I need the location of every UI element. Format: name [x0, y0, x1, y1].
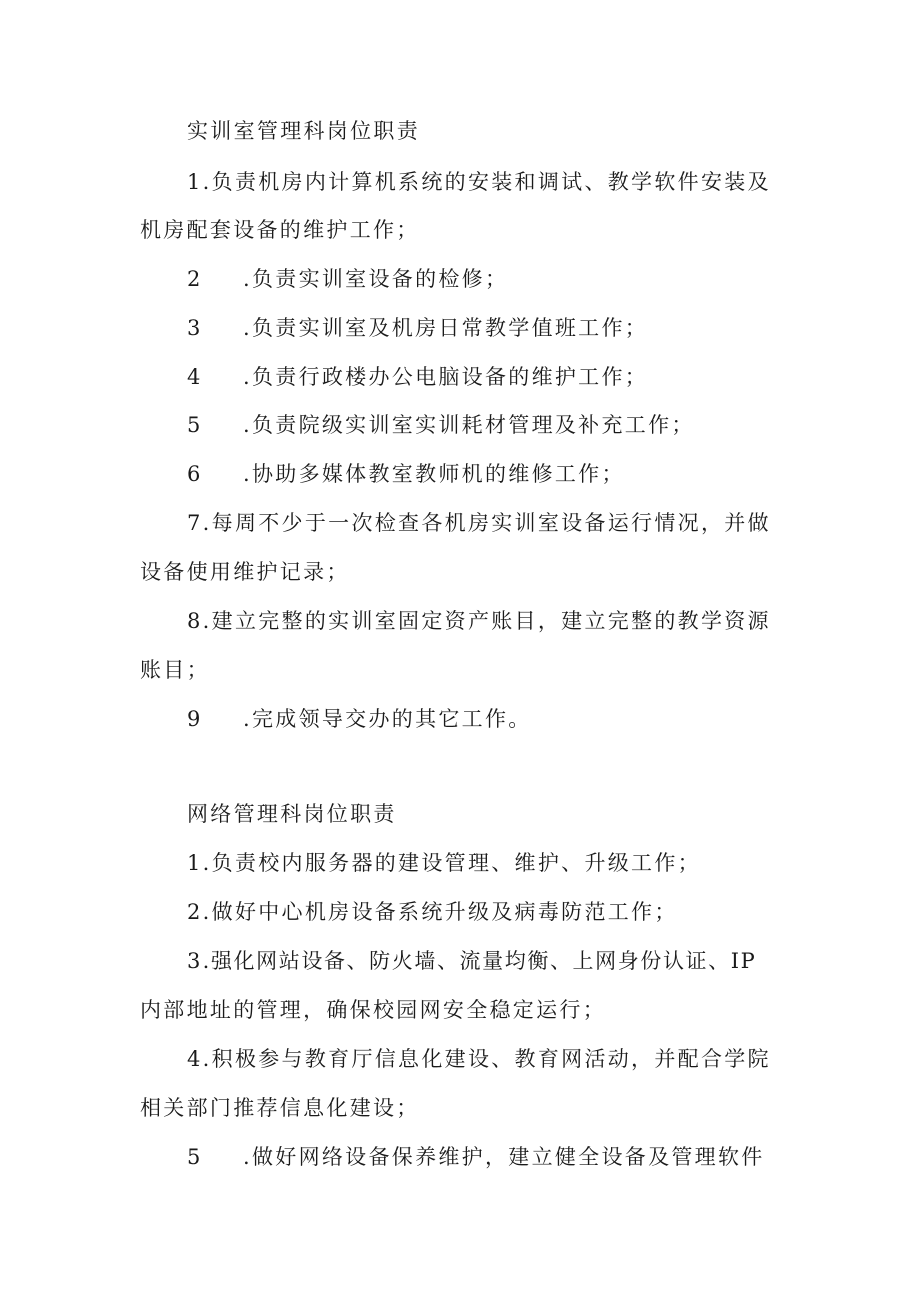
item-number: 3: [187, 949, 203, 973]
item-text: .负责院级实训室实训耗材管理及补充工作；: [243, 413, 695, 437]
list-item: [187, 312, 800, 344]
item-number: 3: [187, 316, 203, 340]
item-continuation: 相关部门推荐信息化建设；: [140, 1096, 420, 1120]
list-item: [187, 1141, 800, 1173]
item-continuation: 设备使用维护记录；: [140, 560, 350, 584]
item-number: 2: [187, 267, 203, 291]
section-title-training-room: 实训室管理科岗位职责: [187, 119, 420, 143]
list-item: [187, 409, 800, 441]
list-item: [187, 896, 800, 928]
list-item: [187, 703, 800, 735]
item-text: .每周不少于一次检查各机房实训室设备运行情况，并做: [202, 511, 771, 535]
item-text: .负责机房内计算机系统的安装和调试、教学软件安装及: [202, 170, 771, 194]
list-item: [187, 458, 800, 490]
item-text: .强化网站设备、防火墙、流量均衡、上网身份认证、IP: [202, 949, 757, 973]
item-continuation: 内部地址的管理，确保校园网安全稳定运行；: [140, 998, 606, 1022]
item-continuation: 账目；: [140, 658, 210, 682]
item-number: 2: [187, 900, 203, 924]
item-text: .协助多媒体教室教师机的维修工作；: [243, 462, 625, 486]
list-item: [187, 1043, 800, 1075]
list-item: [187, 263, 800, 295]
item-number: 4: [187, 365, 203, 389]
item-text: .建立完整的实训室固定资产账目，建立完整的教学资源: [202, 609, 771, 633]
list-item: [187, 361, 800, 393]
item-number: 9: [187, 707, 203, 731]
item-number: 1: [187, 851, 203, 875]
item-text: .负责校内服务器的建设管理、维护、升级工作；: [202, 851, 701, 875]
item-text: .完成领导交办的其它工作。: [243, 707, 532, 731]
item-number: 5: [187, 1145, 203, 1169]
list-item: [187, 166, 800, 198]
item-number: 8: [187, 609, 203, 633]
item-number: 4: [187, 1047, 203, 1071]
item-text: .做好网络设备保养维护，建立健全设备及管理软件: [243, 1145, 765, 1169]
item-text: .负责实训室及机房日常教学值班工作；: [243, 316, 649, 340]
section-title-network: 网络管理科岗位职责: [187, 802, 397, 826]
item-text: .做好中心机房设备系统升级及病毒防范工作；: [202, 900, 678, 924]
item-number: 7: [187, 511, 203, 535]
list-item: [187, 605, 800, 637]
item-number: 6: [187, 462, 203, 486]
item-text: .负责行政楼办公电脑设备的维护工作；: [243, 365, 649, 389]
item-text: .负责实训室设备的检修；: [243, 267, 509, 291]
item-number: 5: [187, 413, 203, 437]
item-text: .积极参与教育厅信息化建设、教育网活动，并配合学院: [202, 1047, 771, 1071]
list-item: [187, 945, 800, 977]
item-continuation: 机房配套设备的维护工作；: [140, 218, 420, 242]
list-item: [187, 847, 800, 879]
list-item: [187, 507, 800, 539]
item-number: 1: [187, 170, 203, 194]
